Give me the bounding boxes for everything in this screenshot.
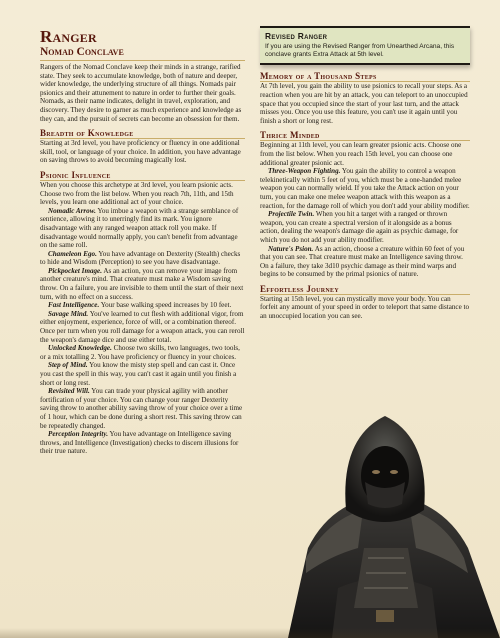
note-text: If you are using the Revised Ranger from Unearthed Arcana, this conclave grants Extra Attack at 5th level. (265, 43, 455, 59)
act-name: Chameleon Ego. (48, 249, 97, 258)
act-text: You imbue a weapon with a strange semblance of sentience, allowing it to unerringly find its mark. You ignore disadvantage with any ranged weapon attack roll you make. If disadvantage would normally apply, you can't benefit from advantage on the same roll. (40, 206, 239, 250)
effortless-text: Starting at 15th level, you can mystically move your body. You can forfeit any amount of your speed in order to teleport that same distance to an unoccupied location you can see. (260, 294, 470, 321)
page-subtitle: Nomad Conclave (40, 46, 245, 61)
act-text: As an action, you can remove your image from another creature's mind. That creature must make a Wisdom saving throw. On a failure, you are invisible to them until the start of their next turn, with no effect on a success. (40, 266, 244, 301)
psionic-act (40, 207, 245, 250)
breadth-heading: Breadth of Knowledge (40, 128, 245, 139)
thrice-heading: Thrice Minded (260, 130, 470, 141)
right-column (260, 26, 470, 321)
page-footer-shadow (0, 628, 500, 638)
psionic-act (40, 361, 245, 387)
act-name: Fast Intelligence. (48, 301, 100, 310)
psionic-act (40, 430, 245, 456)
psionic-act (40, 250, 245, 267)
act-text: You have advantage on Dexterity (Stealth) checks to hide and Wisdom (Perception) to see you have disadvantage. (40, 249, 241, 267)
effortless-heading: Effortless Journey (260, 284, 470, 295)
act-name: Three-Weapon Fighting. (268, 167, 341, 176)
intro-paragraph: Rangers of the Nomad Conclave keep their minds in a strange, rarified state. They seek to accumulate knowledge, both of nature and deeper, wider knowledge, the underlying structure of all things. Nomads pair psionics and their attunement to nature in order to further their goals. Nomads, as their name indicates, delight in travel, exploration, and discovery. They desire to garner as much experience and knowledge as they can, and the pursuit of secrets can become an obsession for them. (40, 63, 242, 123)
greater-act (260, 167, 470, 210)
psionic-text: When you choose this archetype at 3rd level, you learn psionic acts. Choose two from the list below. When you reach 7th, 11th, and 15th levels, you learn one additional act of your choice. (40, 180, 234, 207)
breadth-text: Starting at 3rd level, you have proficiency or fluency in one additional skill, tool, or language of your choice. In addition, you have advantage on saving throws to avoid becoming magically lost. (40, 139, 241, 165)
act-text: You can trade your physical agility with another fortification of your choice. You can change your ranger Dexterity saving throw to another ability saving throw of your choice over a time of 1 hour, which can be done during a short rest. This saving throw can be repeatedly changed. (40, 387, 243, 430)
psionic-heading: Psionic Influence (40, 170, 245, 181)
psionic-act (40, 267, 245, 301)
psionic-act (40, 301, 245, 310)
act-name: Nature's Psion. (268, 244, 314, 253)
act-text: You've learned to cut flesh with additional vigor, from either enjoyment, experience, force of will, or a combination thereof. Once per turn when you roll damage for a weapon attack, you can reroll the weapon's damage dice and use either total. (40, 309, 245, 344)
act-name: Perception Integrity. (48, 430, 109, 439)
act-text: Your base walking speed increases by 10 feet. (100, 301, 232, 310)
act-text: When you hit a target with a ranged or thrown weapon, you can create a spectral version of it alongside as a bonus action, dealing the weapon's damage die again as psychic damage, for which you do not add your ability modifier. (260, 210, 459, 244)
note-heading: Revised Ranger (265, 31, 328, 41)
act-name: Pickpocket Image. (48, 266, 102, 275)
greater-act (260, 210, 470, 244)
left-column (40, 22, 245, 456)
act-name: Projectile Twin. (268, 210, 315, 219)
page-title: Ranger (40, 27, 97, 46)
greater-act (260, 245, 470, 279)
act-text: You know the misty step spell and can cast it. Once you cast the spell in this way, you can't cast it again until you finish a short or long rest. (40, 361, 237, 387)
act-text: You have advantage on Intelligence saving throws, and Intelligence (Investigation) checks to discern illusions for their true nature. (40, 430, 239, 456)
act-name: Revisited Will. (48, 387, 90, 396)
psionic-act (40, 310, 245, 344)
psionic-act (40, 387, 245, 430)
hooded-figure-illustration (268, 398, 500, 638)
act-name: Savage Mind. (48, 309, 89, 318)
revised-ranger-note (260, 26, 470, 65)
psionic-act (40, 344, 245, 361)
act-text: Choose two skills, two languages, two tools, or a mix totalling 2. You have proficiency or fluency in your choices. (40, 344, 240, 361)
act-text: You gain the ability to control a weapon telekinetically within 5 feet of you, which must be a one-handed melee weapon you can normally wield. If you take the Attack action on your turn, you can make one melee weapon attack with this weapon as a reaction, for the damage roll of which you don't add your ability modifier. (260, 167, 470, 210)
act-text: As an action, choose a creature within 60 feet of you that you can see. That creature must make an Intelligence saving throw. On a failure, they take 3d10 psychic damage as their mind warps and begins to be consumed by the primal psionics of nature. (260, 244, 465, 279)
act-name: Unlocked Knowledge. (48, 344, 112, 353)
memory-text: At 7th level, you gain the ability to use psionics to recall your steps. As a reaction when you are hit by an attack, you can teleport to an unoccupied space that you occupied since the start of your last turn, and the attack misses you. Once you use this feature, you can't use it again until you finish a short or long rest. (260, 82, 468, 125)
memory-heading: Memory of a Thousand Steps (260, 71, 470, 82)
psionic-acts-list (40, 207, 245, 456)
act-name: Step of Mind. (48, 361, 88, 370)
thrice-text: Beginning at 11th level, you can learn greater psionic acts. Choose one from the list below. When you reach 15th level, you can choose one additional greater psionic act. (260, 141, 462, 167)
act-name: Nomadic Arrow. (48, 206, 96, 215)
